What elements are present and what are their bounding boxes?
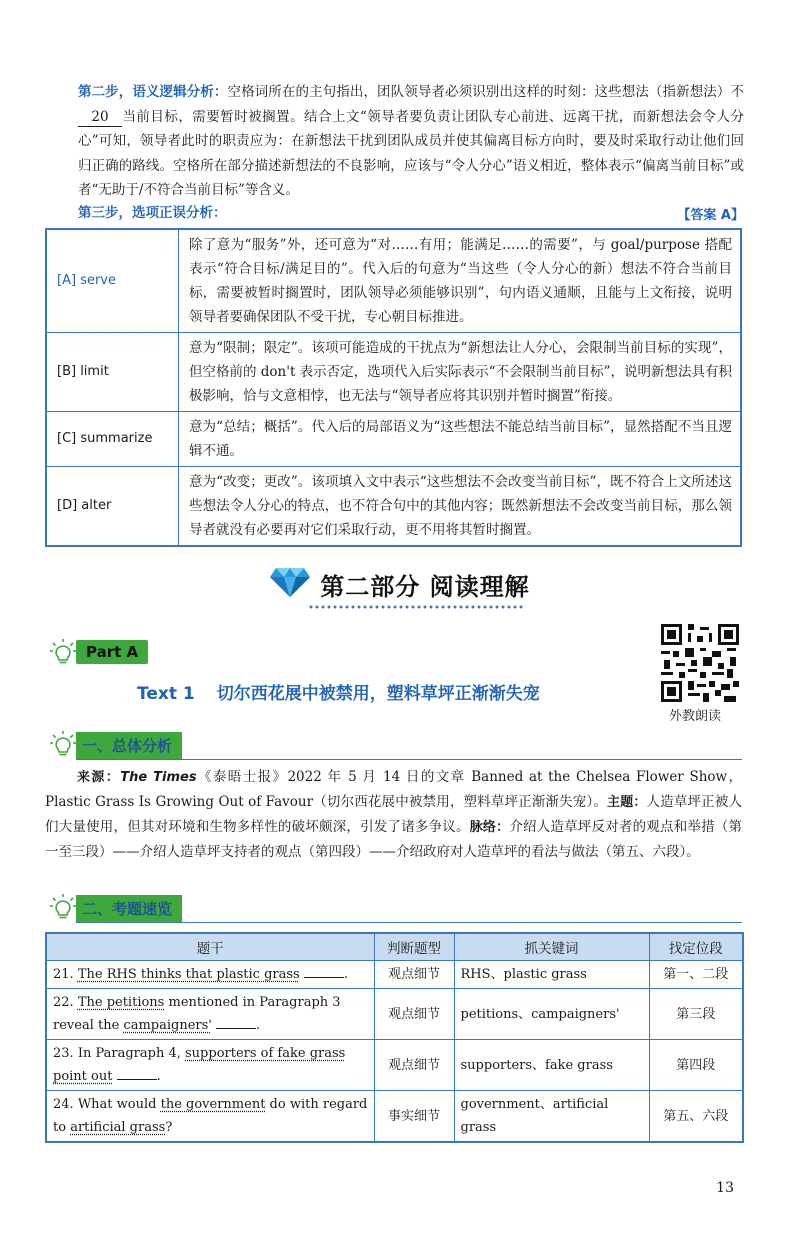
- context-label: 脉络：: [469, 820, 510, 835]
- text1-title: [137, 679, 540, 704]
- section-title: 一、总体分析: [76, 732, 182, 759]
- question-overview-table: [45, 932, 744, 1143]
- part-a-badge: Part A: [76, 640, 148, 664]
- option-key: [C] summarize: [46, 412, 179, 467]
- answer-blank: [117, 1067, 157, 1080]
- part2-title: 第二部分 阅读理解: [320, 572, 530, 601]
- part-a-tag: [50, 640, 148, 666]
- stem-end: .: [343, 967, 348, 982]
- stem-text: In Paragraph 4,: [73, 1046, 185, 1061]
- page-number: 13: [716, 1180, 734, 1196]
- overall-analysis-paragraph: [45, 765, 742, 865]
- question-keywords: supporters、fake grass: [454, 1040, 649, 1091]
- section-rule: [76, 922, 742, 923]
- stem-keyword: The RHS thinks that plastic grass: [77, 967, 300, 982]
- step2-label: 第二步，语义逻辑分析：: [78, 84, 228, 100]
- question-location: 第三段: [649, 989, 743, 1040]
- option-row-b: [46, 333, 741, 412]
- section-overall-analysis: [50, 732, 742, 758]
- header-type: 判断题型: [374, 933, 454, 961]
- answer-blank: [304, 965, 344, 978]
- question-stem: [46, 1040, 374, 1091]
- step2-paragraph: [78, 80, 744, 203]
- option-desc: 除了意为“服务”外，还可意为“对……有用；能满足……的需要”，与 goal/purpose 搭配表示“符合目标/满足目的”。代入后的句意为“当这些（令人分心的新）想法不符合当前目标，需要被暂时搁置时，团队领导必须能够识别”，句内语义通顺，且能与上文衔接，说明领导者要确保团队不受干扰，专心朝目标推进。: [179, 229, 742, 333]
- text1-number: Text 1: [137, 684, 195, 704]
- dotted-divider: [308, 605, 524, 609]
- table-row: [46, 989, 743, 1040]
- question-type: 观点细节: [374, 1040, 454, 1091]
- stem-keyword: campaigners': [123, 1018, 212, 1033]
- table-row: [46, 961, 743, 989]
- source-text: 《泰晤士报》2022 年 5 月 14 日的文章 Banned at the Chelsea Flower Show，Plastic Grass Is Growing Out of Favour（切尔西花展中被禁用，塑料草坪正渐渐失宠）。: [45, 769, 742, 810]
- question-number: 22.: [53, 995, 74, 1010]
- lightbulb-icon: [50, 730, 76, 762]
- option-key: [D] alter: [46, 467, 179, 547]
- question-type: 观点细节: [374, 961, 454, 989]
- header-keywords: 抓关键词: [454, 933, 649, 961]
- question-keywords: government、artificial grass: [454, 1091, 649, 1143]
- option-desc: 意为“总结；概括”。代入后的局部语义为“这些想法不能总结当前目标”，显然搭配不当且逻辑不通。: [179, 412, 742, 467]
- header-location: 找定位段: [649, 933, 743, 961]
- stem-keyword: supporters of fake grass: [185, 1046, 346, 1061]
- source-italic: The Times: [120, 770, 197, 785]
- stem-end: .: [256, 1018, 261, 1033]
- option-row-c: [46, 412, 741, 467]
- step3-heading: [78, 201, 744, 226]
- question-location: 第五、六段: [649, 1091, 743, 1143]
- option-row-a: [46, 229, 741, 333]
- question-stem: [46, 1091, 374, 1143]
- question-type: 事实细节: [374, 1091, 454, 1143]
- stem-text: What would: [73, 1097, 161, 1112]
- lightbulb-icon: [50, 893, 76, 925]
- answer-blank: [216, 1016, 256, 1029]
- table-row: [46, 1040, 743, 1091]
- step3-label: 第三步，选项正误分析：: [78, 205, 227, 221]
- diamond-icon: [270, 566, 310, 602]
- source-label: 来源：: [77, 770, 121, 785]
- option-desc: 意为“改变；更改”。该项填入文中表示“这些想法不会改变当前目标”，既不符合上文所述这些想法令人分心的特点，也不符合句中的其他内容；既然新想法不会改变当前目标，那么领导者就没有必要再对它们采取行动，更不用将其暂时搁置。: [179, 467, 742, 547]
- theme-label: 主题：: [607, 795, 647, 810]
- theme-text: 人造草坪正被人们大量使用，但其对环境和生物多样性的破坏颇深，引发了诸多争议。: [45, 794, 742, 835]
- question-location: 第一、二段: [649, 961, 743, 989]
- section-title: 二、考题速览: [76, 895, 182, 922]
- header-stem: 题干: [46, 933, 374, 961]
- option-key: [A] serve: [46, 229, 179, 333]
- question-number: 24.: [53, 1097, 74, 1112]
- option-key: [B] limit: [46, 333, 179, 412]
- section-question-overview: [50, 895, 742, 921]
- section-rule: [76, 759, 742, 760]
- blank-20: 20: [78, 108, 122, 127]
- question-number: 23.: [53, 1046, 74, 1061]
- qr-code-icon[interactable]: [661, 624, 739, 702]
- lightbulb-icon: [50, 638, 76, 670]
- step2-text-a: 空格词所在的主句指出，团队领导者必须识别出这样的时刻：这些想法（指新想法）不: [227, 84, 744, 100]
- stem-end: ?: [165, 1120, 173, 1135]
- stem-text: do with regard to: [53, 1097, 368, 1135]
- table-row: [46, 1091, 743, 1143]
- question-keywords: RHS、plastic grass: [454, 961, 649, 989]
- option-desc: 意为“限制；限定”。该项可能造成的干扰点为“新想法让人分心，会限制当前目标的实现”，但空格前的 don't 表示否定，选项代入后实际表示“不会限制当前目标”，说明新想法具有积极影响，恰与文意相悖，也无法与“领导者应将其识别并暂时搁置”衔接。: [179, 333, 742, 412]
- qr-label: 外教朗读: [669, 709, 722, 724]
- text1-heading: 切尔西花展中被禁用，塑料草坪正渐渐失宠: [216, 684, 540, 704]
- question-stem: [46, 989, 374, 1040]
- stem-keyword: The petitions: [77, 995, 165, 1010]
- question-type: 观点细节: [374, 989, 454, 1040]
- options-table: [45, 228, 742, 547]
- step2-text-b: 当前目标，需要暂时被搁置。结合上文“领导者要负责让团队专心前进、远离干扰，而新想法会令人分心”可知，领导者此时的职责应为：在新想法干扰到团队成员并使其偏离目标方向时，要及时采取行动让他们回归正确的路线。空格所在部分描述新想法的不良影响，应该与“令人分心”语义相近，整体表示“偏离当前目标”或者“无助于/不符合当前目标”等含义。: [78, 108, 744, 198]
- part2-heading: [0, 566, 800, 602]
- question-keywords: petitions、campaigners': [454, 989, 649, 1040]
- stem-keyword: point out: [53, 1069, 113, 1084]
- question-number: 21.: [53, 967, 74, 982]
- context-text: 介绍人造草坪反对者的观点和举措（第一至三段）——介绍人造草坪支持者的观点（第四段）——介绍政府对人造草坪的看法与做法（第五、六段）。: [45, 819, 743, 860]
- stem-keyword: the government: [160, 1097, 266, 1112]
- option-row-d: [46, 467, 741, 547]
- answer-tag: 【答案 A】: [677, 208, 744, 223]
- stem-text: mentioned in Paragraph 3 reveal the: [53, 995, 341, 1033]
- table-header-row: [46, 933, 743, 961]
- stem-keyword: artificial grass: [70, 1120, 166, 1135]
- question-location: 第四段: [649, 1040, 743, 1091]
- stem-end: .: [156, 1069, 161, 1084]
- question-stem: [46, 961, 374, 989]
